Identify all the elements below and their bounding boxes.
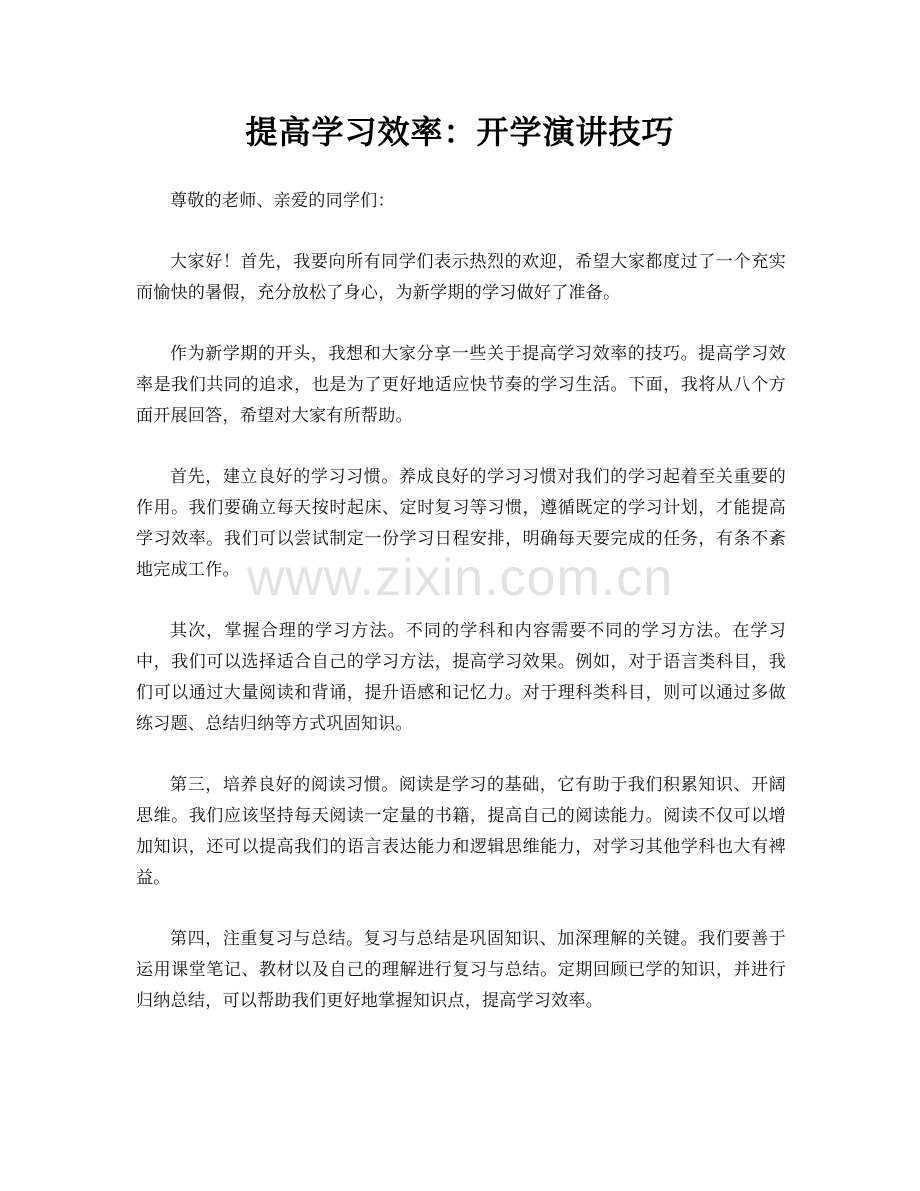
paragraph-point-2: 其次，掌握合理的学习方法。不同的学科和内容需要不同的学习方法。在学习中，我们可以选择适合自己的学习方法，提高学习效果。例如，对于语言类科目，我们可以通过大量阅读和背诵，提升语感和记忆力。对于理科类科目，则可以通过多做练习题、总结归纳等方式巩固知识。 — [136, 621, 786, 734]
paragraph-introduction: 作为新学期的开头，我想和大家分享一些关于提高学习效率的技巧。提高学习效率是我们共同的追求，也是为了更好地适应快节奏的学习生活。下面，我将从八个方面开展回答，希望对大家有所帮助。 — [136, 344, 786, 426]
paragraph-salutation: 尊敬的老师、亲爱的同学们： — [170, 191, 395, 211]
paragraph-point-1: 首先，建立良好的学习习惯。养成良好的学习习惯对我们的学习起着至关重要的作用。我们要确立每天按时起床、定时复习等习惯，遵循既定的学习计划，才能提高学习效率。我们可以尝试制定一份学习日程安排，明确每天要完成的任务，有条不紊地完成工作。 — [136, 467, 786, 580]
watermark: www.zixin.com.cn — [246, 549, 674, 607]
document-body — [136, 186, 786, 1047]
paragraph-greeting: 大家好！首先，我要向所有同学们表示热烈的欢迎，希望大家都度过了一个充实而愉快的暑假，充分放松了身心，为新学期的学习做好了准备。 — [136, 252, 786, 303]
document-title: 提高学习效率：开学演讲技巧 — [245, 113, 675, 151]
paragraph-point-4: 第四，注重复习与总结。复习与总结是巩固知识、加深理解的关键。我们要善于运用课堂笔记、教材以及自己的理解进行复习与总结。定期回顾已学的知识，并进行归纳总结，可以帮助我们更好地掌握知识点，提高学习效率。 — [136, 929, 786, 1011]
paragraph-point-3: 第三，培养良好的阅读习惯。阅读是学习的基础，它有助于我们积累知识、开阔思维。我们应该坚持每天阅读一定量的书籍，提高自己的阅读能力。阅读不仅可以增加知识，还可以提高我们的语言表达能力和逻辑思维能力，对学习其他学科也大有裨益。 — [136, 775, 786, 888]
